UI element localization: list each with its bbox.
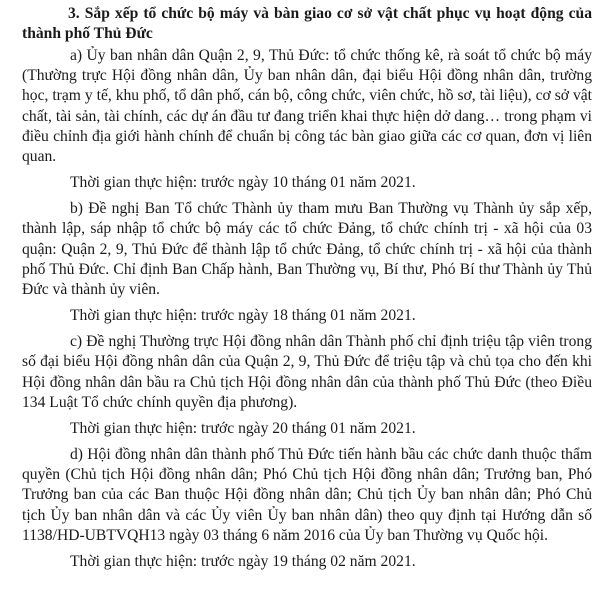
item-c-time: Thời gian thực hiện: trước ngày 20 tháng 01 năm 2021.	[70, 420, 416, 438]
item-a-time: Thời gian thực hiện: trước ngày 10 tháng 01 năm 2021.	[70, 174, 416, 192]
section-heading: 3. Sắp xếp tổ chức bộ máy và bàn giao cơ sở vật chất phục vụ hoạt động của thành phố Thủ Đức	[22, 5, 592, 42]
item-a-text: a) Ủy ban nhân dân Quận 2, 9, Thủ Đức: tổ chức thống kê, rà soát tổ chức bộ máy (Thường trực Hội đồng nhân dân, Ủy ban nhân dân, đại biểu Hội đồng nhân dân, trường học, trạm y tế, khu phố, tổ dân phố, cán bộ, công chức, viên chức, hồ sơ, tài liệu), cơ sở vật chất, tài sản, tài chính, các dự án đầu tư đang triển khai thực hiện dở dang… trong phạm vi điều chỉnh địa giới hành chính để chuẩn bị công tác bàn giao giữa các cơ quan, đơn vị liên quan.	[22, 47, 592, 166]
item-d-text: d) Hội đồng nhân dân thành phố Thủ Đức tiến hành bầu các chức danh thuộc thẩm quyền (Chủ tịch Hội đồng nhân dân; Phó Chủ tịch Hội đồng nhân dân; Trưởng ban, Phó Trưởng ban của các Ban thuộc Hội đồng nhân dân; Chủ tịch Ủy ban nhân dân; Phó Chủ tịch Ủy ban nhân dân và các Ủy viên Ủy ban nhân dân) theo quy định tại Hướng dẫn số 1138/HD-UBTVQH13 ngày 03 tháng 6 năm 2016 của Ủy ban Thường vụ Quốc hội.	[22, 446, 592, 544]
item-c-text: c) Đề nghị Thường trực Hội đồng nhân dân Thành phố chỉ định triệu tập viên trong số đại biểu Hội đồng nhân dân của Quận 2, 9, Thủ Đức để triệu tập và chủ tọa cho đến khi Hội đồng nhân dân bầu ra Chủ tịch Hội đồng nhân dân của thành phố Thủ Đức (theo Điều 134 Luật Tổ chức chính quyền địa phương).	[22, 333, 592, 411]
item-b-time: Thời gian thực hiện: trước ngày 18 tháng 01 năm 2021.	[70, 307, 416, 325]
item-d-time: Thời gian thực hiện: trước ngày 19 tháng 02 năm 2021.	[70, 553, 416, 571]
item-b-text: b) Đề nghị Ban Tổ chức Thành ủy tham mưu Ban Thường vụ Thành ủy sắp xếp, thành lập, sáp nhập tổ chức bộ máy các tổ chức Đảng, tổ chức chính trị - xã hội của 03 quận: Quận 2, 9, Thủ Đức để thành lập tổ chức Đảng, tổ chức chính trị - xã hội của thành phố Thủ Đức. Chỉ định Ban Chấp hành, Ban Thường vụ, Bí thư, Phó Bí thư Thành ủy Thủ Đức và thành ủy viên.	[22, 200, 592, 299]
